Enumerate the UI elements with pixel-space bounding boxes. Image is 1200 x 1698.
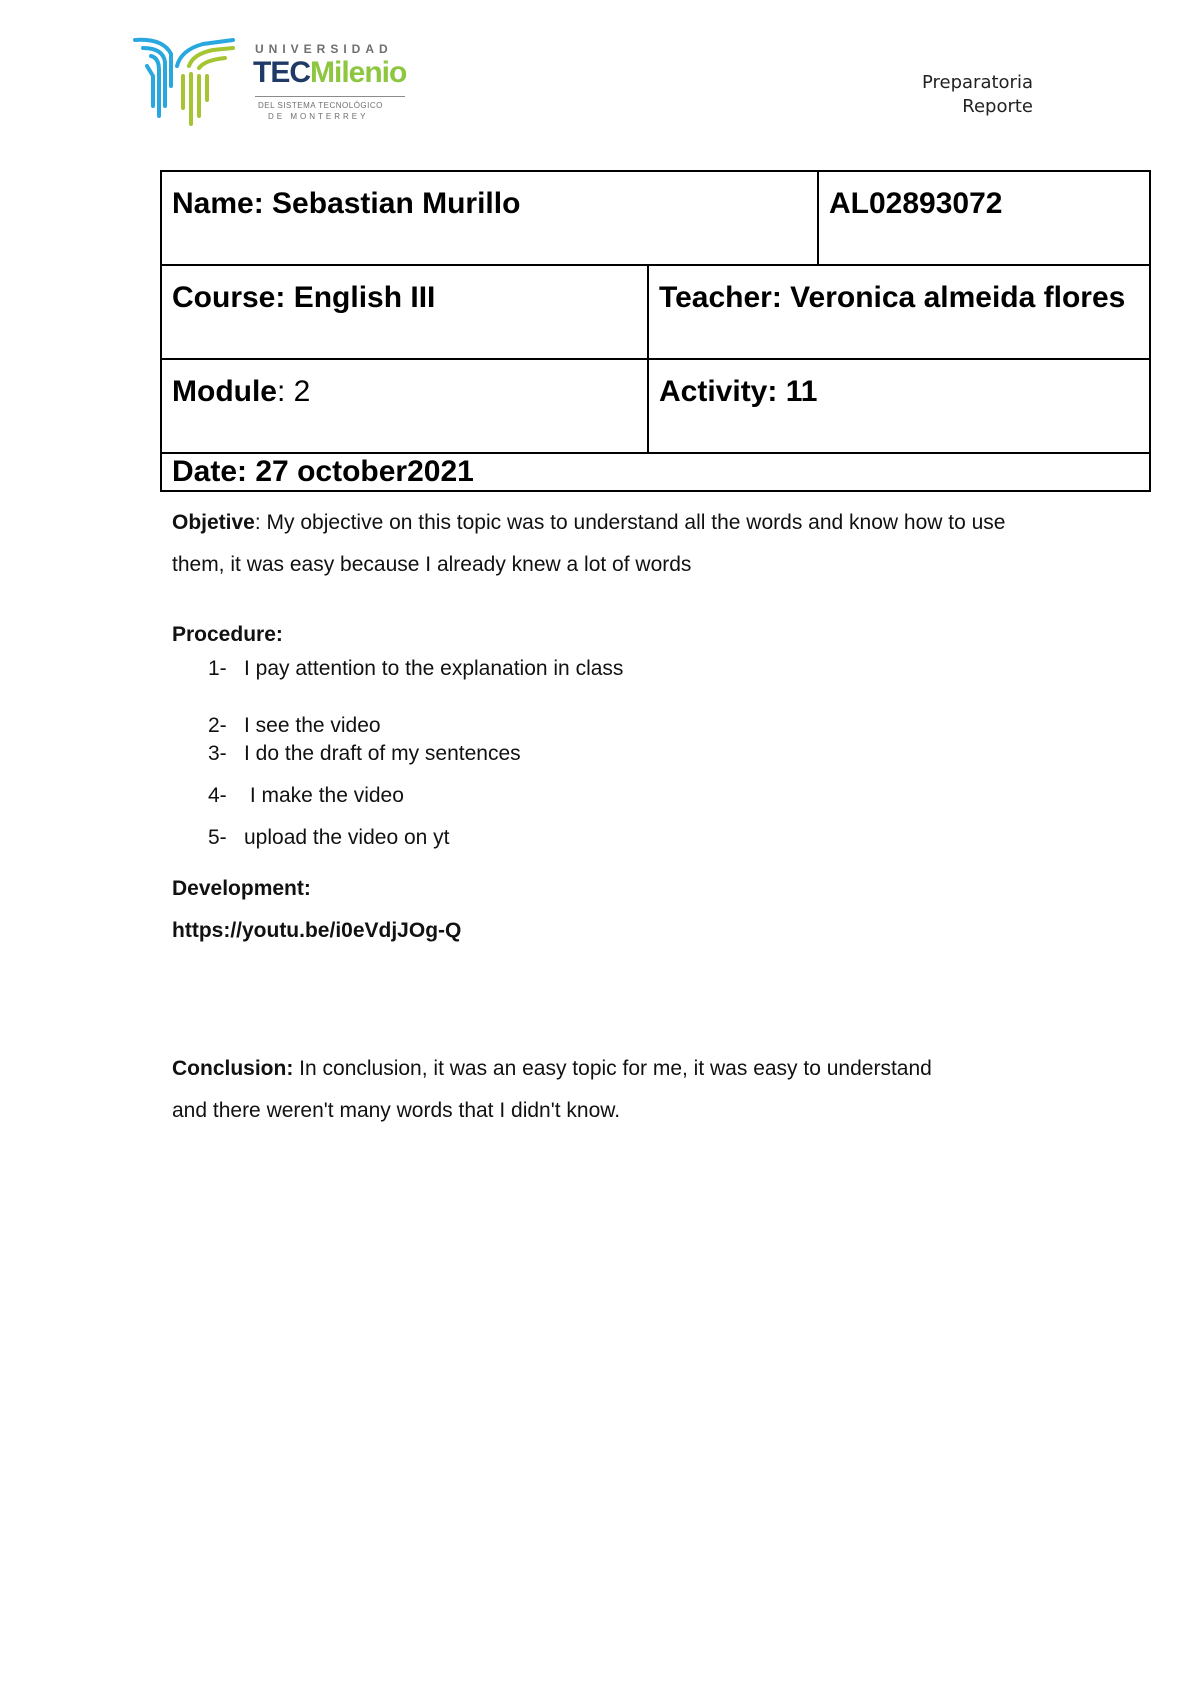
development-heading	[172, 868, 311, 910]
activity-value: 11	[785, 375, 818, 408]
document-header	[922, 71, 1033, 119]
logo-brand-text	[253, 56, 406, 90]
video-link[interactable]: https://youtu.be/i0eVdjJOg-Q	[172, 919, 462, 942]
list-item-number: 1-	[208, 657, 227, 680]
list-item	[208, 714, 381, 738]
activity-cell	[648, 359, 1150, 453]
info-table	[160, 170, 1151, 492]
logo-university-text: UNIVERSIDAD	[255, 42, 393, 56]
objective-paragraph	[172, 502, 1032, 586]
tecmilenio-logo	[133, 36, 413, 128]
list-item	[208, 826, 450, 850]
list-item-text: upload the video on yt	[244, 826, 450, 849]
procedure-heading	[172, 614, 283, 656]
name-cell	[161, 171, 818, 265]
student-id: AL02893072	[829, 187, 1003, 220]
list-item-number: 4-	[208, 784, 227, 807]
conclusion-label: Conclusion:	[172, 1057, 294, 1080]
tecmilenio-emblem-icon	[133, 36, 243, 126]
list-item-text: I make the video	[244, 784, 404, 807]
logo-subtitle-1: DEL SISTEMA TECNOLÓGICO	[258, 101, 383, 110]
list-item	[208, 784, 404, 808]
conclusion-text: In conclusion, it was an easy topic for me, it was easy to understand and there weren't many words that I didn't know.	[172, 1057, 932, 1122]
module-value: : 2	[277, 375, 311, 408]
development-label: Development:	[172, 877, 311, 900]
course-label: Course:	[172, 281, 286, 314]
list-item-text: I pay attention to the explanation in class	[244, 657, 624, 680]
logo-brand-tec: TEC	[253, 56, 310, 89]
course-value: English III	[293, 281, 436, 314]
teacher-label: Teacher:	[659, 281, 782, 314]
objective-label: Objetive	[172, 511, 255, 534]
logo-brand-milenio: Milenio	[310, 56, 407, 89]
development-link-line	[172, 910, 461, 952]
list-item	[208, 742, 521, 766]
date-value: 27 october2021	[255, 455, 474, 488]
logo-subtitle-2: DE MONTERREY	[268, 112, 369, 121]
list-item	[208, 657, 623, 681]
list-item-text: I do the draft of my sentences	[244, 742, 521, 765]
module-cell	[161, 359, 648, 453]
course-cell	[161, 265, 648, 359]
logo-divider	[255, 96, 405, 97]
header-line-1: Preparatoria	[921, 72, 1033, 93]
header-line-2: Reporte	[962, 96, 1033, 117]
date-cell	[161, 453, 1150, 491]
procedure-label: Procedure:	[172, 623, 283, 646]
list-item-number: 3-	[208, 742, 227, 765]
name-value: Sebastian Murillo	[272, 187, 521, 220]
teacher-cell	[648, 265, 1150, 359]
list-item-number: 2-	[208, 714, 227, 737]
activity-label: Activity:	[659, 375, 778, 408]
name-label: Name:	[172, 187, 264, 220]
module-label: Module	[172, 375, 277, 408]
conclusion-paragraph	[172, 1048, 952, 1132]
list-item-number: 5-	[208, 826, 227, 849]
id-cell	[818, 171, 1150, 265]
teacher-value: Veronica almeida flores	[790, 281, 1126, 314]
list-item-text: I see the video	[244, 714, 381, 737]
objective-text: : My objective on this topic was to understand all the words and know how to use them, it was easy because I already knew a lot of words	[172, 511, 1006, 576]
date-label: Date:	[172, 455, 248, 488]
